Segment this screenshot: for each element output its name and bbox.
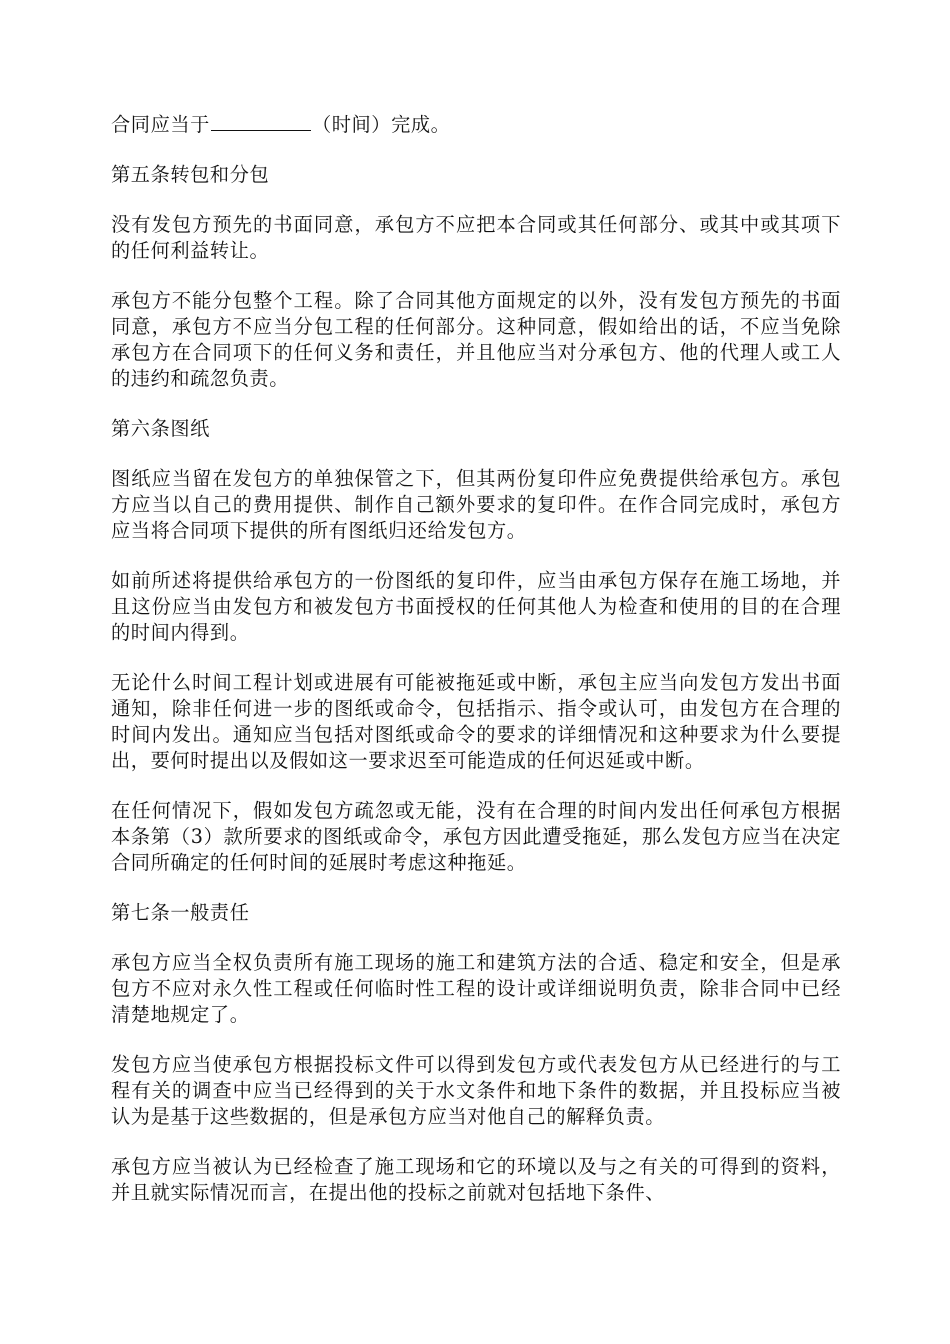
time-blank-line xyxy=(211,112,311,131)
clause-text-after: （时间）完成。 xyxy=(311,113,451,136)
section-heading-article-7: 第七条一般责任 xyxy=(111,901,250,924)
completion-time-clause xyxy=(111,112,841,138)
paragraph: 承包方应当全权负责所有施工现场的施工和建筑方法的合适、稳定和安全，但是承包方不应对永久性工程或任何临时性工程的设计或详细说明负责，除非合同中已经清楚地规定了。 xyxy=(111,951,841,1026)
section-heading-article-5: 第五条转包和分包 xyxy=(111,163,270,186)
paragraph: 如前所述将提供给承包方的一份图纸的复印件，应当由承包方保存在施工场地，并且这份应当由发包方和被发包方书面授权的任何其他人为检查和使用的目的在合理的时间内得到。 xyxy=(111,569,841,644)
paragraph: 无论什么时间工程计划或进展有可能被拖延或中断，承包主应当向发包方发出书面通知，除非任何进一步的图纸或命令，包括指示、指令或认可，由发包方在合理的时间内发出。通知应当包括对图纸或命令的要求的详细情况和这种要求为什么要提出，要何时提出以及假如这一要求迟至可能造成的任何迟延或中断。 xyxy=(111,671,841,772)
paragraph: 承包方应当被认为已经检查了施工现场和它的环境以及与之有关的可得到的资料，并且就实际情况而言，在提出他的投标之前就对包括地下条件、 xyxy=(111,1155,841,1204)
paragraph: 在任何情况下，假如发包方疏忽或无能，没有在合理的时间内发出任何承包方根据本条第（3）款所要求的图纸或命令，承包方因此遭受拖延，那么发包方应当在决定合同所确定的任何时间的延展时考虑这种拖延。 xyxy=(111,799,841,874)
section-heading-article-6: 第六条图纸 xyxy=(111,417,210,440)
paragraph: 发包方应当使承包方根据投标文件可以得到发包方或代表发包方从已经进行的与工程有关的调查中应当已经得到的关于水文条件和地下条件的数据，并且投标应当被认为是基于这些数据的，但是承包方应当对他自己的解释负责。 xyxy=(111,1053,841,1128)
paragraph: 承包方不能分包整个工程。除了合同其他方面规定的以外，没有发包方预先的书面同意，承包方不应当分包工程的任何部分。这种同意，假如给出的话，不应当免除承包方在合同项下的任何义务和责任，并且他应当对分承包方、他的代理人或工人的违约和疏忽负责。 xyxy=(111,289,841,390)
paragraph: 图纸应当留在发包方的单独保管之下，但其两份复印件应免费提供给承包方。承包方应当以自己的费用提供、制作自己额外要求的复印件。在作合同完成时，承包方应当将合同项下提供的所有图纸归还给发包方。 xyxy=(111,467,841,542)
paragraph: 没有发包方预先的书面同意，承包方不应把本合同或其任何部分、或其中或其项下的任何利益转让。 xyxy=(111,213,841,262)
document-page xyxy=(111,112,841,1230)
clause-text-before: 合同应当于 xyxy=(111,113,210,136)
